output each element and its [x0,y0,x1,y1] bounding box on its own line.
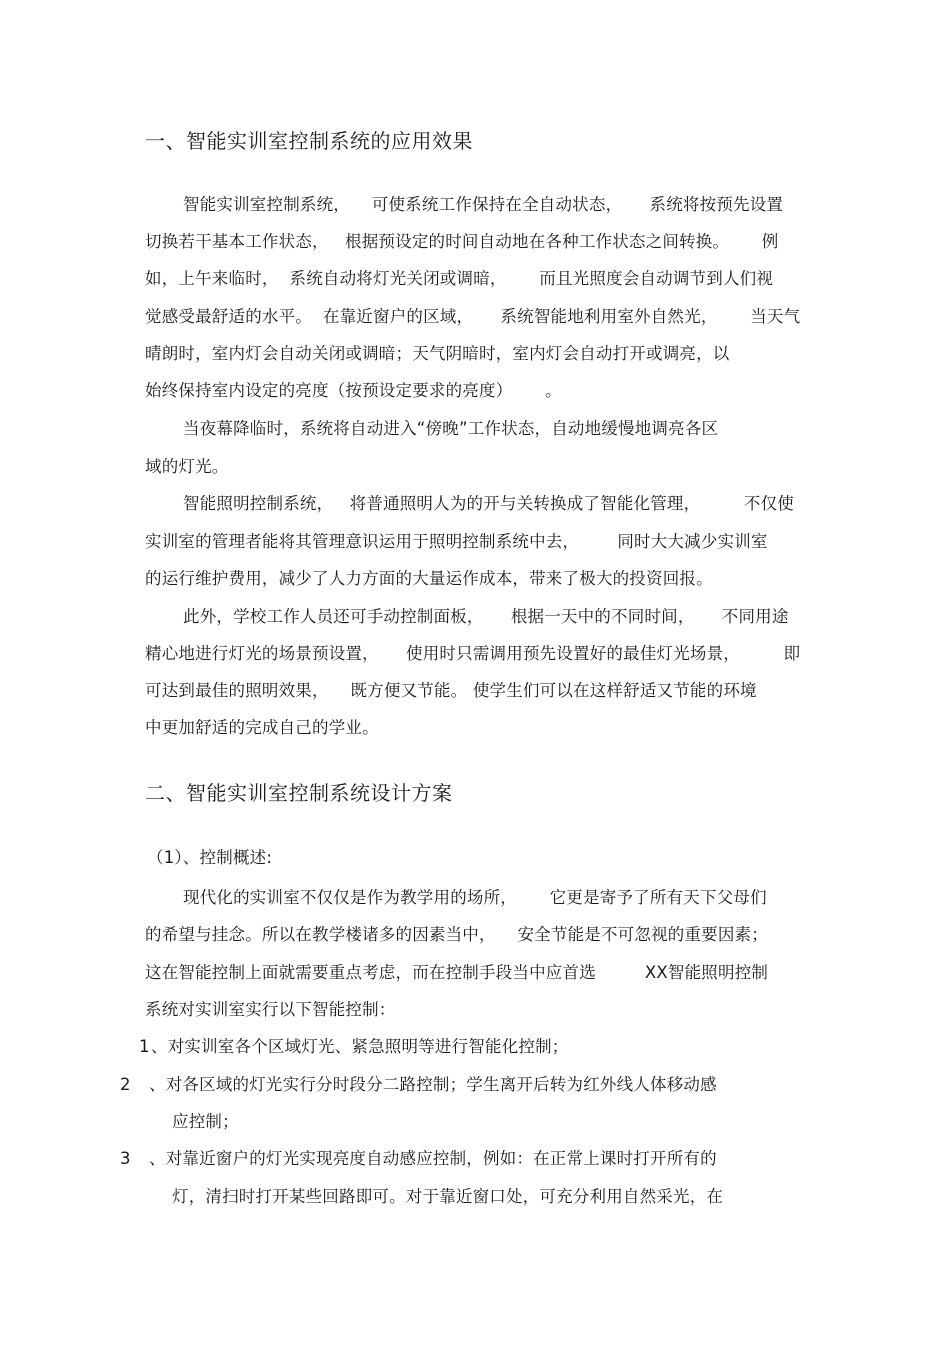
paragraph-line: 现代化的实训室不仅仅是作为教学用的场所， 它更是寄予了所有天下父母们 [183,888,767,907]
list-number: 3 [120,1149,131,1168]
paragraph-line: 域的灯光。 [145,457,229,476]
paragraph-line: 当夜幕降临时，系统将自动进入“傍晚”工作状态，自动地缓慢地调亮各区 [183,419,719,438]
paragraph-line: 觉感受最舒适的水平。 在靠近窗户的区域， 系统智能地利用室外自然光， 当天气 [145,307,801,326]
section-2-heading: 二、智能实训室控制系统设计方案 [145,781,453,805]
paragraph-line: 的运行维护费用，减少了人力方面的大量运作成本，带来了极大的投资回报。 [145,569,713,588]
list-number: 2 [120,1075,131,1094]
paragraph-line: 中更加舒适的完成自己的学业。 [145,718,379,737]
list-item-continuation: 灯，清扫时打开某些回路即可。对于靠近窗口处，可充分利用自然采光，在 [172,1187,724,1206]
paragraph-line: 始终保持室内设定的亮度（按预设定要求的亮度） 。 [145,381,562,400]
paragraph-line: 此外，学校工作人员还可手动控制面板， 根据一天中的不同时间， 不同用途 [183,607,789,626]
paragraph-line: 晴朗时，室内灯会自动关闭或调暗；天气阴暗时，室内灯会自动打开或调亮，以 [145,344,730,363]
paragraph-line: 的希望与挂念。所以在教学楼诸多的因素当中， 安全节能是不可忽视的重要因素； [145,925,768,944]
paragraph-line: 切换若干基本工作状态， 根据预设定的时间自动地在各种工作状态之间转换。 例 [145,232,779,251]
section-1-heading: 一、智能实训室控制系统的应用效果 [145,129,473,153]
paragraph-line: 智能实训室控制系统， 可使系统工作保持在全自动状态， 系统将按预先设置 [183,195,784,214]
list-item-continuation: 应控制； [172,1112,239,1131]
list-item-text: 、对实训室各个区域灯光、紧急照明等进行智能化控制； [151,1037,569,1056]
paragraph-line: 精心地进行灯光的场景预设置， 使用时只需调用预先设置好的最佳灯光场景， 即 [145,644,801,663]
list-item-text: 、对靠近窗户的灯光实现亮度自动感应控制，例如：在正常上课时打开所有的 [149,1149,717,1168]
paragraph-line: 可达到最佳的照明效果， 既方便又节能。 使学生们可以在这样舒适又节能的环境 [145,681,757,700]
paragraph-line: 这在智能控制上面就需要重点考虑，而在控制手段当中应首选 XX智能照明控制 [145,963,769,982]
list-item-text: 、对各区域的灯光实行分时段分二路控制；学生离开后转为红外线人体移动感 [149,1075,717,1094]
paragraph-line: 系统对实训室实行以下智能控制： [145,1000,396,1019]
list-number: 1 [139,1037,150,1056]
subsection-heading: （1）、控制概述: [147,848,273,867]
paragraph-line: 如，上午来临时， 系统自动将灯光关闭或调暗， 而且光照度会自动调节到人们视 [145,269,774,288]
paragraph-line: 实训室的管理者能将其管理意识运用于照明控制系统中去， 同时大大减少实训室 [145,532,768,551]
paragraph-line: 智能照明控制系统， 将普通照明人为的开与关转换成了智能化管理， 不仅使 [183,494,794,513]
